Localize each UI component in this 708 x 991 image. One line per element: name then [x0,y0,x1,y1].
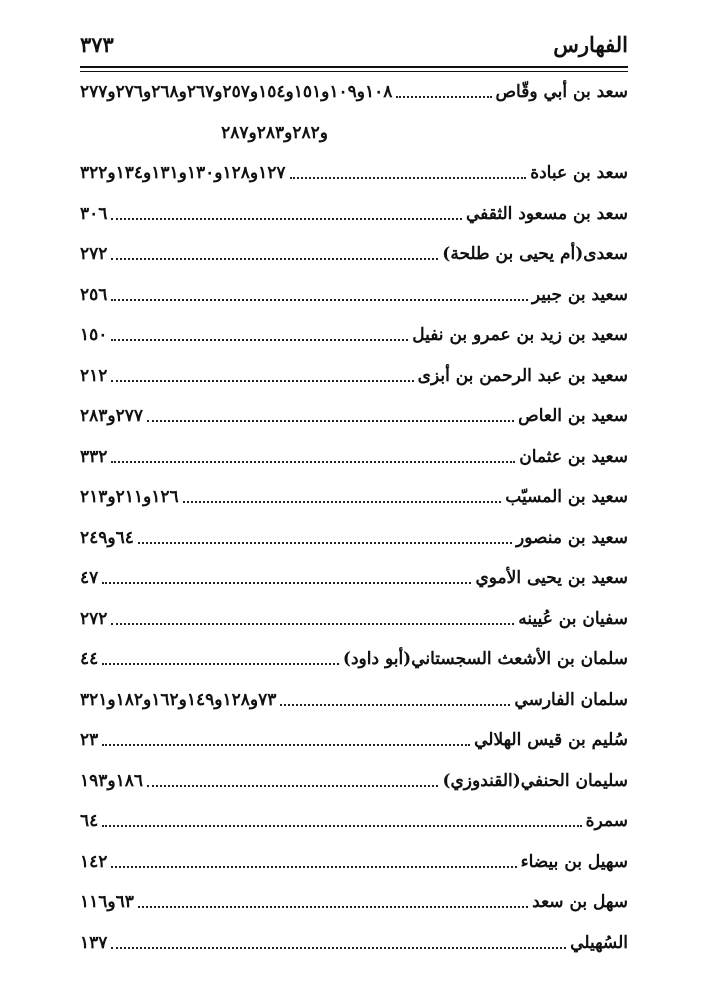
header-rule-thick [80,66,628,68]
section-title: الفهارس [553,31,628,57]
dot-leader [111,866,516,868]
entry-name: سفيان بن عُيينه [518,608,628,629]
dot-leader [111,339,408,341]
index-entry [80,558,628,599]
entry-name: سعيد بن عثمان [519,446,628,467]
entry-page-numbers: ٤٤ [80,649,99,670]
dot-leader [102,582,471,584]
entry-name: سعيد بن منصور [516,527,628,548]
dot-leader [290,177,527,179]
entry-page-numbers: ٢٥٦ [80,284,108,305]
entry-name: سعيد بن يحيى الأموي [475,568,628,589]
entry-name: سعيد بن زيد بن عمرو بن نفيل [412,325,628,346]
entry-page-numbers: ٧٣و١٢٨و١٤٩و١٦٢و١٨٢و٣٢١ [80,689,277,710]
index-entry [80,639,628,680]
dot-leader [138,542,512,544]
index-entry [80,761,628,802]
dot-leader [111,299,527,301]
index-entry [80,194,628,235]
entry-page-numbers: ٢٧٢ [80,608,108,629]
entry-page-numbers: ٦٤و٢٤٩ [80,527,134,548]
entry-name: سعيد بن جبير [531,284,628,305]
index-entry [80,720,628,761]
entry-page-numbers: ١٠٨و١٠٩و١٥١و١٥٤و٢٥٧و٢٦٧و٢٦٨و٢٧٦و٢٧٧ [80,82,393,103]
entry-page-numbers: ١٣٧ [80,932,108,953]
index-entry [80,153,628,194]
entry-page-numbers: ٦٤ [80,811,99,832]
entry-page-numbers: ٦٣و١١٦ [80,892,134,913]
entry-page-numbers: و٢٨٢و٢٨٣و٢٨٧ [221,122,328,143]
entry-name: سلمان بن الأشعث السجستاني(أبو داود) [342,649,628,670]
page-header [80,26,628,62]
entry-name: سليمان الحنفي(القندوزي) [442,770,628,791]
entry-page-numbers: ١٤٢ [80,851,108,872]
entry-name: سعدى(أم يحيى بن طلحة) [442,244,628,265]
entry-name: سلمان الفارسي [514,689,628,710]
index-entry [80,275,628,316]
index-entry [80,801,628,842]
dot-leader [111,947,566,949]
index-entry [80,356,628,397]
index-entries [80,72,628,963]
entry-page-numbers: ٢٧٧و٢٨٣ [80,406,144,427]
entry-name: سعد بن أبي وقّاص [495,82,628,103]
index-entry [80,477,628,518]
index-entry [80,923,628,964]
entry-page-numbers: ١٢٦و٢١١و٢١٣ [80,487,179,508]
dot-leader [396,96,491,98]
dot-leader [280,704,510,706]
entry-page-numbers: ٤٧ [80,568,99,589]
index-entry [80,842,628,883]
entry-name: سعيد بن العاص [518,406,628,427]
entry-name: سمرة [585,811,628,832]
entry-name: سُليم بن قيس الهلالي [474,730,628,751]
dot-leader [138,906,528,908]
entry-name: سعد بن عبادة [530,163,628,184]
dot-leader [102,825,581,827]
dot-leader [147,420,514,422]
dot-leader [102,663,339,665]
entry-page-numbers: ١٥٠ [80,325,108,346]
index-entry [80,680,628,721]
page-number: ٣٧٣ [80,31,114,57]
index-entry [80,437,628,478]
entry-page-numbers: ٢٣ [80,730,99,751]
entry-name: سعيد بن عبد الرحمن بن أبزى [417,365,628,386]
entry-page-numbers: ١٢٧و١٢٨و١٣٠و١٣١و١٣٤و٣٢٢ [80,163,286,184]
entry-page-numbers: ١٨٦و١٩٣ [80,770,144,791]
dot-leader [183,501,502,503]
dot-leader [102,744,470,746]
dot-leader [147,785,438,787]
index-entry [80,396,628,437]
index-entry [80,315,628,356]
index-entry [80,72,628,113]
index-entry [80,882,628,923]
entry-name: السُهيلي [570,932,628,953]
entry-name: سهيل بن بيضاء [520,851,628,872]
index-entry [80,234,628,275]
dot-leader [111,258,438,260]
entry-name: سعد بن مسعود الثقفي [465,203,628,224]
dot-leader [111,380,413,382]
entry-page-numbers: ٣٣٢ [80,446,108,467]
entry-page-numbers: ٣٠٦ [80,203,108,224]
entry-name: سهل بن سعد [532,892,628,913]
entry-name: سعيد بن المسيّب [505,487,628,508]
dot-leader [111,461,515,463]
index-entry-continuation [80,113,628,154]
entry-page-numbers: ٢١٢ [80,365,108,386]
dot-leader [111,218,462,220]
entry-page-numbers: ٢٧٢ [80,244,108,265]
index-entry [80,518,628,559]
dot-leader [111,623,514,625]
index-entry [80,599,628,640]
